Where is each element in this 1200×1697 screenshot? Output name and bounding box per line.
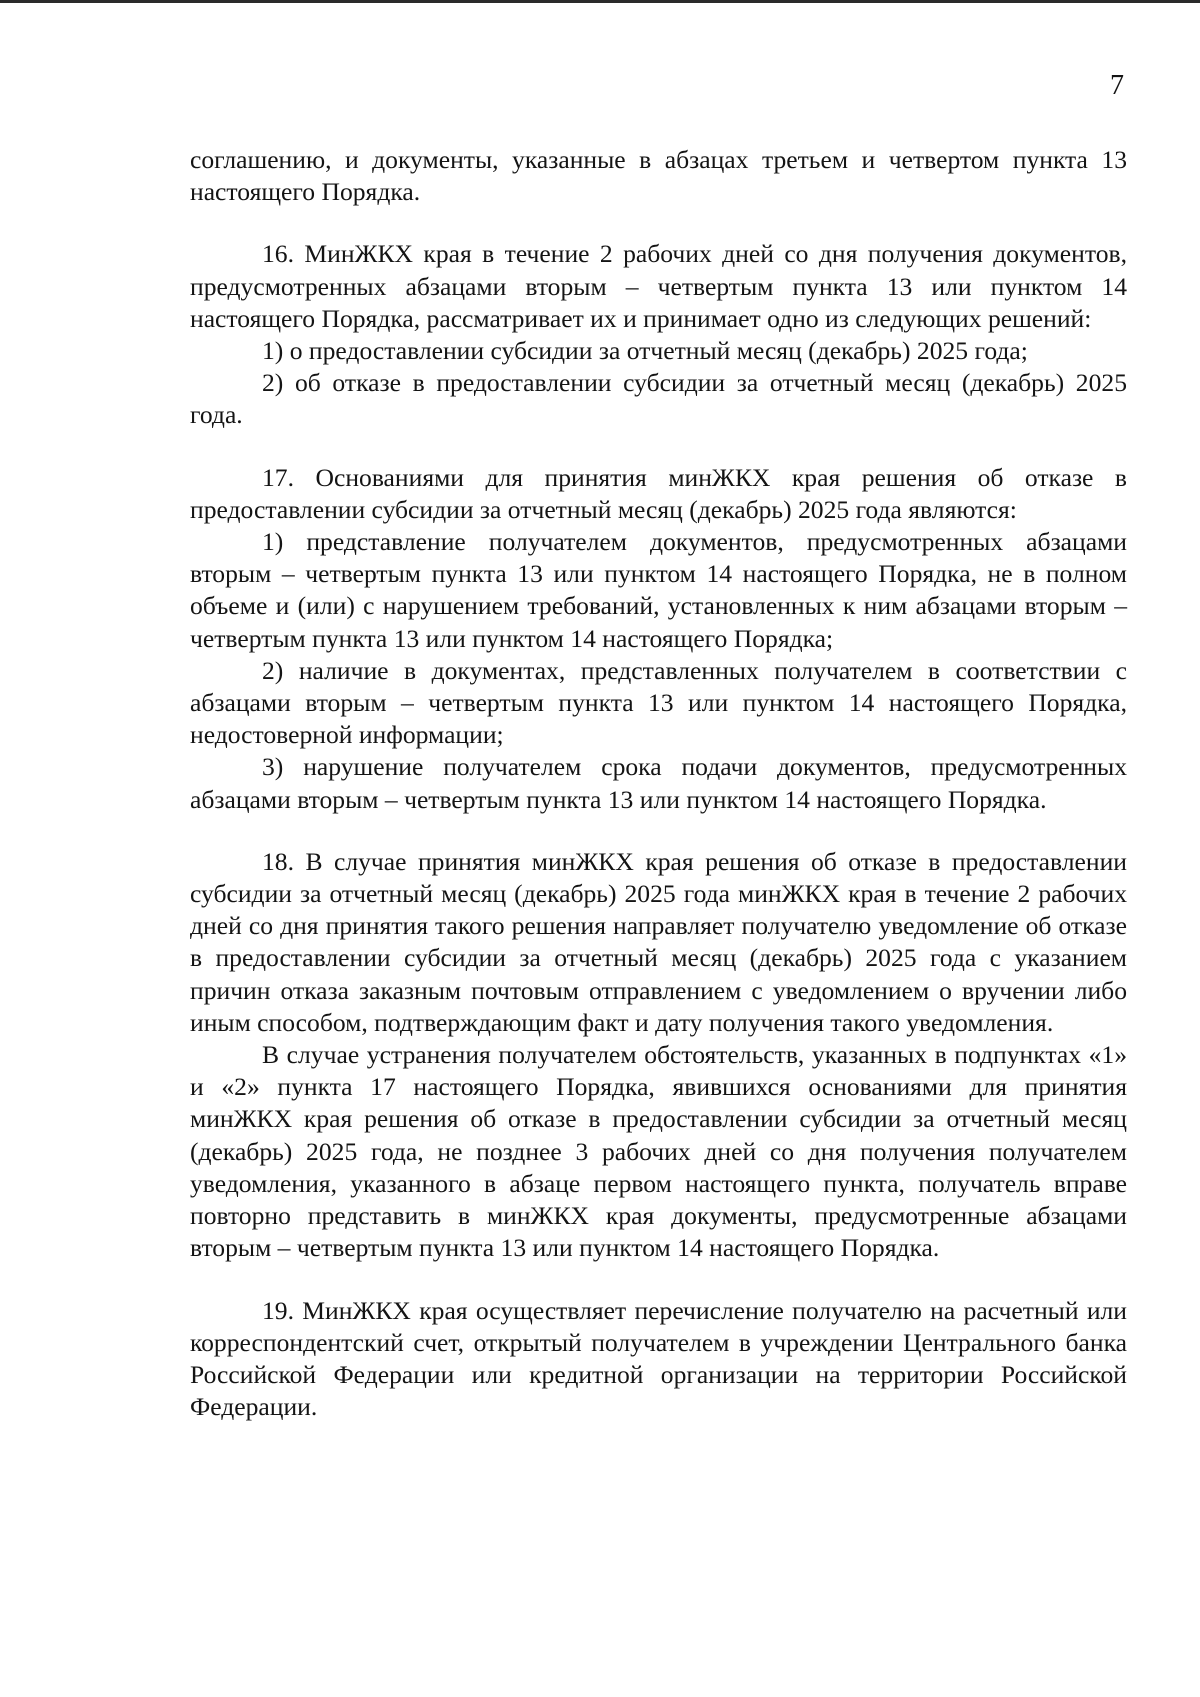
paragraph-18: 18. В случае принятия минЖКХ края решения об отказе в предоставлении субсидии за отчетный месяц (декабрь) 2025 года минЖКХ края в течение 2 рабочих дней со дня принятия такого решения направляет получателю уведомление об отказе в предоставлении субсидии за отчетный месяц (декабрь) 2025 года с указанием причин отказа заказным почтовым отправлением с уведомлением о вручении либо иным способом, подтверждающим факт и дату получения такого уведомления.: [190, 846, 1127, 1037]
paragraph-17: 17. Основаниями для принятия минЖКХ края решения об отказе в предоставлении субсидии за отчетный месяц (декабрь) 2025 года являются:: [190, 462, 1127, 524]
paragraph-17-item-2: 2) наличие в документах, представленных получателем в соответствии с абзацами вторым – четвертым пункта 13 или пунктом 14 настоящего Порядка, недостоверной информации;: [190, 655, 1127, 750]
paragraph-16-item-2: 2) об отказе в предоставлении субсидии за отчетный месяц (декабрь) 2025 года.: [190, 368, 1127, 430]
paragraph-19: 19. МинЖКХ края осуществляет перечисление получателю на расчетный или корреспондентский счет, открытый получателем в учреждении Центрального банка Российской Федерации или кредитной организации на территории Российской Федерации.: [190, 1295, 1127, 1422]
document-body: [190, 144, 1127, 1423]
paragraph-17-item-3: 3) нарушение получателем срока подачи документов, предусмотренных абзацами вторым – четвертым пункта 13 или пунктом 14 настоящего Порядка.: [190, 752, 1127, 814]
paragraph-16: 16. МинЖКХ края в течение 2 рабочих дней со дня получения документов, предусмотренных абзацами вторым – четвертым пункта 13 или пунктом 14 настоящего Порядка, рассматривает их и принимает одно из следующих решений:: [190, 239, 1127, 333]
page-number: 7: [1110, 70, 1124, 101]
paragraph-16-item-1: 1) о предоставлении субсидии за отчетный месяц (декабрь) 2025 года;: [262, 336, 1028, 366]
top-scan-edge: [0, 0, 1200, 3]
paragraph-17-item-1: 1) представление получателем документов, предусмотренных абзацами вторым – четвертым пункта 13 или пунктом 14 настоящего Порядка, не в полном объеме и (или) с нарушением требований, установленных к ним абзацами вторым – четвертым пункта 13 или пунктом 14 настоящего Порядка;: [190, 527, 1127, 653]
paragraph-15-continuation: соглашению, и документы, указанные в абзацах третьем и четвертом пункта 13 настоящего Порядка.: [190, 145, 1127, 207]
paragraph-18-second: В случае устранения получателем обстоятельств, указанных в подпунктах «1» и «2» пункта 17 настоящего Порядка, явившихся основаниями для принятия минЖКХ края решения об отказе в предоставлении субсидии за отчетный месяц (декабрь) 2025 года, не позднее 3 рабочих дней со дня получения получателем уведомления, указанного в абзаце первом настоящего пункта, получатель вправе повторно представить в минЖКХ края документы, предусмотренные абзацами вторым – четвертым пункта 13 или пунктом 14 настоящего Порядка.: [190, 1040, 1127, 1263]
